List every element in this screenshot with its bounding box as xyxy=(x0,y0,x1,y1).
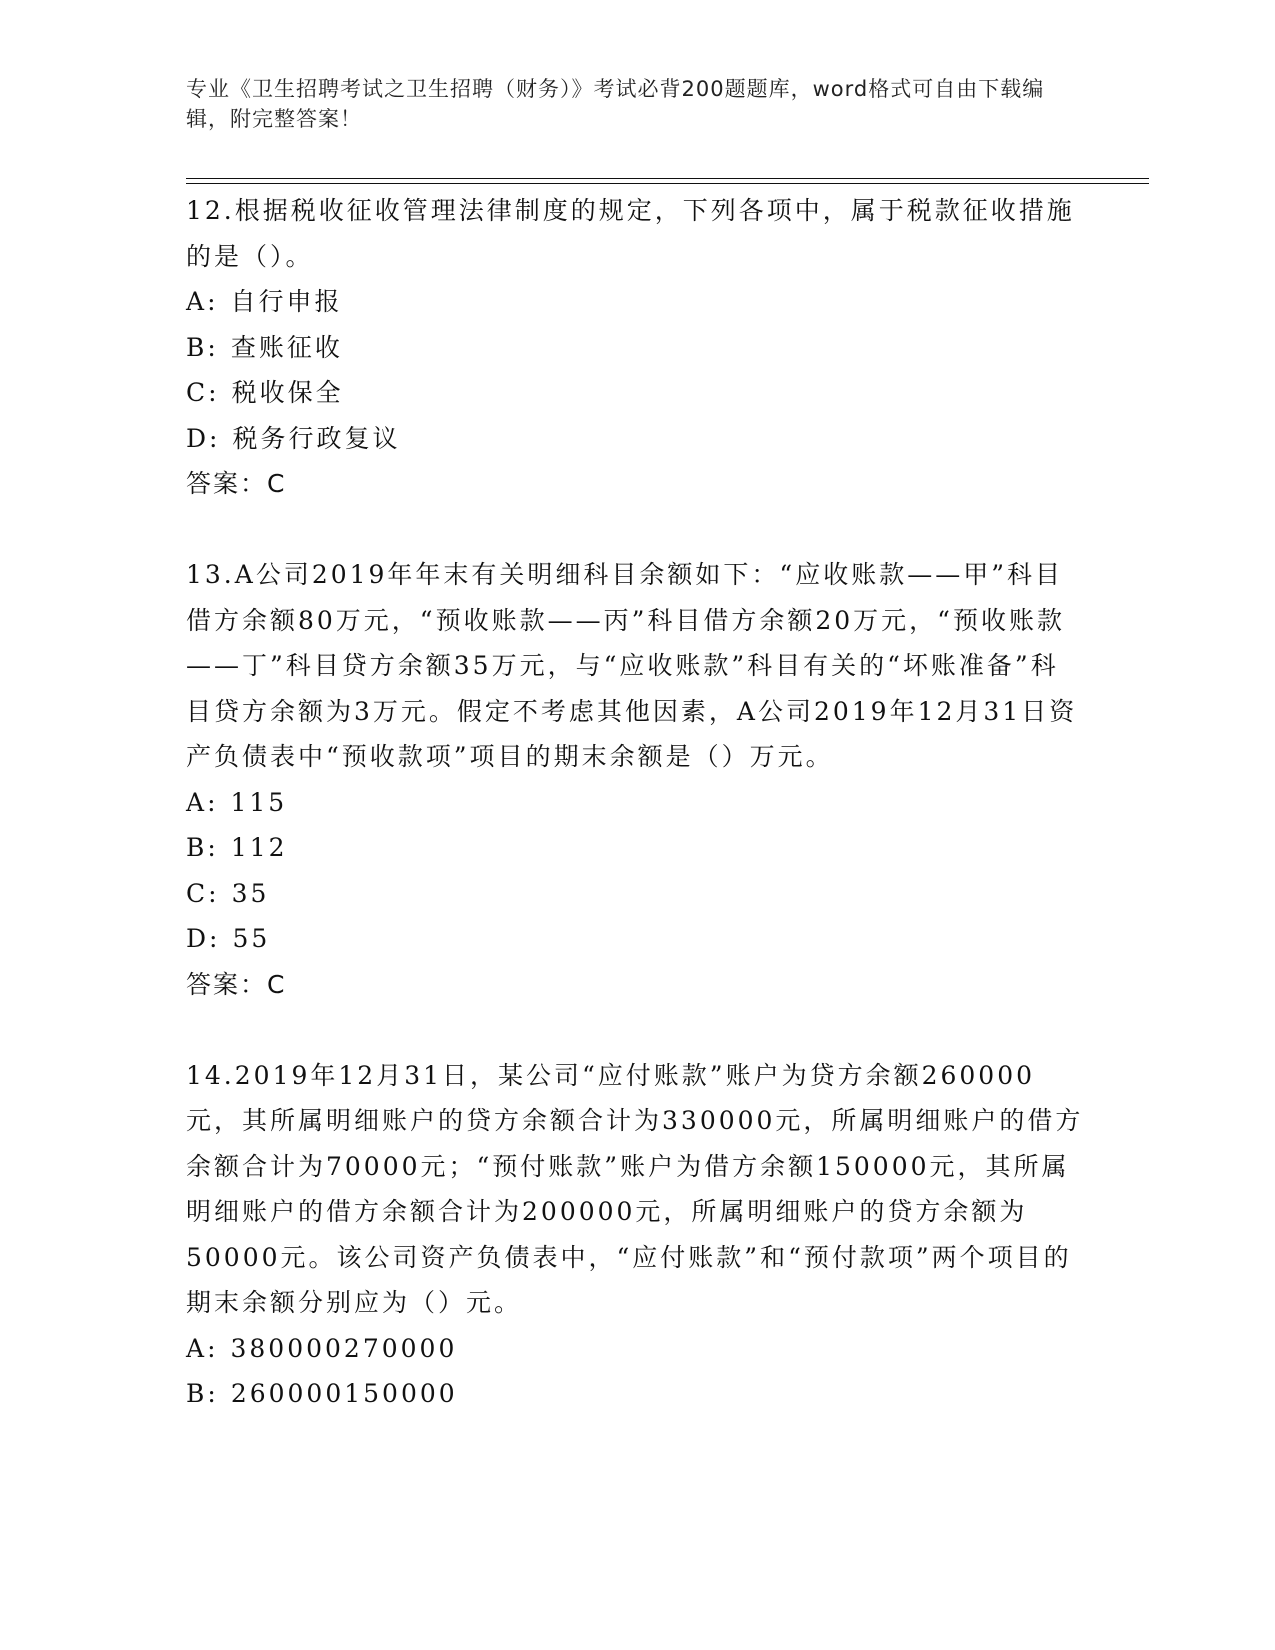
question-text: 12.根据税收征收管理法律制度的规定，下列各项中，属于税款征收措施的是（）。 xyxy=(186,196,1075,271)
option-separator: : xyxy=(208,378,220,407)
option-text: 55 xyxy=(232,924,271,953)
option-text: 自行申报 xyxy=(230,287,343,316)
option-letter: B xyxy=(186,1379,208,1408)
answer-text: 答案：C xyxy=(186,969,287,999)
option-letter: C xyxy=(186,378,209,407)
document-header xyxy=(186,74,1066,134)
option-letter: C xyxy=(186,878,209,908)
option-a xyxy=(186,279,1086,325)
option-separator: : xyxy=(207,332,219,362)
option-letter: A xyxy=(186,787,208,817)
header-divider-bottom xyxy=(186,183,1149,184)
option-separator: : xyxy=(208,878,220,908)
answer-text: 答案：C xyxy=(186,469,287,498)
option-c xyxy=(186,871,1086,917)
option-letter: D xyxy=(186,423,210,453)
option-separator: : xyxy=(207,787,219,817)
question-list xyxy=(186,188,1086,1463)
option-separator: : xyxy=(207,1333,219,1363)
header-divider-top xyxy=(186,178,1149,179)
option-text: 查账征收 xyxy=(230,332,343,362)
option-d xyxy=(186,416,1086,462)
option-letter: B xyxy=(186,332,208,362)
option-letter: A xyxy=(186,1333,208,1363)
option-text: 35 xyxy=(231,878,270,908)
option-text: 税收保全 xyxy=(231,378,344,407)
option-b xyxy=(186,325,1086,371)
option-text: 260000150000 xyxy=(230,1379,458,1408)
option-letter: B xyxy=(186,833,208,862)
header-text: 专业《卫生招聘考试之卫生招聘（财务）》考试必背200题题库，word格式可自由下载编辑，附完整答案！ xyxy=(186,77,1045,131)
option-a xyxy=(186,1326,1086,1372)
question-12 xyxy=(186,188,1086,506)
option-separator: : xyxy=(207,287,219,316)
option-separator: : xyxy=(207,1379,219,1408)
option-text: 380000270000 xyxy=(230,1333,458,1363)
option-text: 115 xyxy=(230,787,288,817)
option-letter: A xyxy=(186,287,208,316)
option-separator: : xyxy=(209,924,221,953)
option-c xyxy=(186,370,1086,416)
option-a xyxy=(186,780,1086,826)
option-b xyxy=(186,825,1086,871)
question-14 xyxy=(186,1053,1086,1417)
question-13 xyxy=(186,552,1086,1007)
option-text: 112 xyxy=(230,833,288,862)
option-separator: : xyxy=(209,423,221,453)
question-text: 14.2019年12月31日，某公司“应付账款”账户为贷方余额260000元，其所属明细账户的贷方余额合计为330000元，所属明细账户的借方余额合计为70000元；“预付账款”账户为借方余额150000元，其所属明细账户的借方余额合计为200000元，所属明细账户的贷方余额为50000元。该公司资产负债表中，“应付账款”和“预付款项”两个项目的期末余额分别应为（）元。 xyxy=(186,1060,1084,1317)
option-d xyxy=(186,916,1086,962)
option-b xyxy=(186,1371,1086,1417)
option-letter: D xyxy=(186,924,210,953)
option-separator: : xyxy=(207,833,219,862)
question-text: 13.A公司2019年年末有关明细科目余额如下：“应收账款——甲”科目借方余额80万元，“预收账款——丙”科目借方余额20万元，“预收账款——丁”科目贷方余额35万元，与“应收账款”科目有关的“坏账准备”科目贷方余额为3万元。假定不考虑其他因素，A公司2019年12月31日资产负债表中“预收款项”项目的期末余额是（）万元。 xyxy=(186,560,1078,771)
option-text: 税务行政复议 xyxy=(232,423,401,453)
